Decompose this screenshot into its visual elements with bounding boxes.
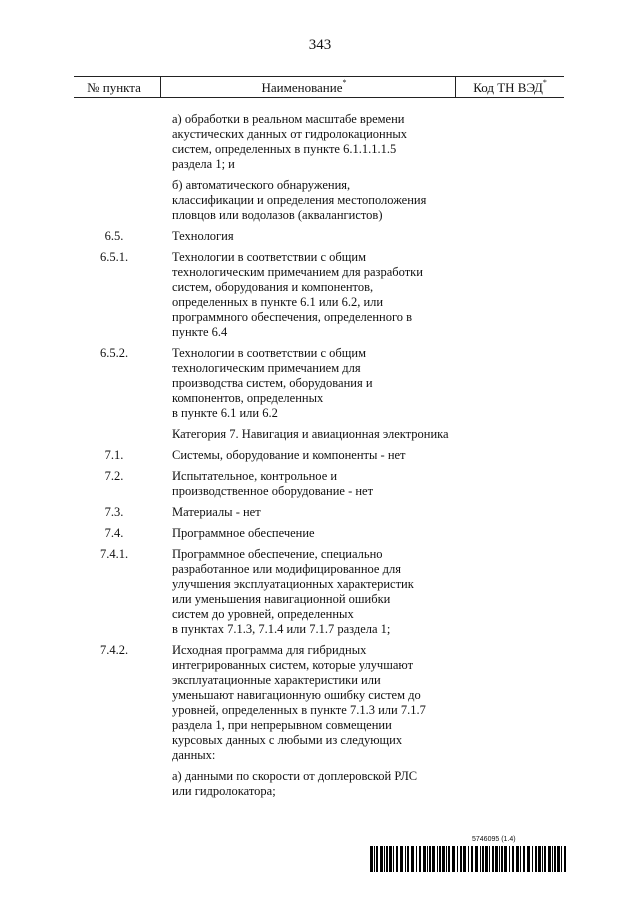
item-text: Системы, оборудование и компоненты - нет — [172, 448, 406, 462]
item-text: Программное обеспечение, специально разработанное или модифицированное для улучшения эксплуатационных характеристик или уменьшения навигационной ошибки систем до уровней, определенных в пунктах 7.1.3, 7.1.4 или 7.1.7 раздела 1; — [172, 547, 414, 636]
item-text: а) обработки в реальном масштабе времени акустических данных от гидролокационных систем, определенных в пункте 6.1.1.1.1.5 раздела 1; и — [172, 112, 408, 171]
table-row — [74, 547, 474, 637]
item-number — [74, 178, 154, 223]
item-text: Технология — [172, 229, 234, 243]
table-header — [74, 76, 564, 98]
item-number — [74, 112, 154, 172]
document-code: 5746095 (1.4) — [472, 836, 516, 843]
table-row — [74, 526, 474, 541]
document-body — [74, 112, 474, 805]
header-num: № пункта — [87, 80, 141, 95]
header-name: Наименование* — [261, 78, 347, 95]
item-text: Испытательное, контрольное и производственное оборудование - нет — [172, 469, 374, 498]
item-number: 7.2. — [104, 469, 124, 483]
table-row — [74, 346, 474, 421]
table-row — [74, 112, 474, 172]
header-code: Код ТН ВЭД* — [473, 78, 547, 95]
table-row — [74, 178, 474, 223]
item-text: а) данными по скорости от доплеровской РЛС или гидролокатора; — [172, 769, 418, 798]
table-row — [74, 250, 474, 340]
table-row — [74, 448, 474, 463]
item-number: 6.5. — [104, 229, 124, 243]
item-number: 6.5.1. — [99, 250, 129, 264]
column-divider — [160, 76, 161, 98]
item-text: Материалы - нет — [172, 505, 261, 519]
item-number: 6.5.2. — [99, 346, 129, 360]
item-number: 7.3. — [104, 505, 124, 519]
table-row — [74, 505, 474, 520]
item-text: Технологии в соответствии с общим технологическим примечанием для производства систем, оборудования и компонентов, определенных в пункте 6.1 или 6.2 — [172, 346, 373, 420]
item-text: б) автоматического обнаружения, классификации и определения местоположения пловцов или водолазов (аквалангистов) — [172, 178, 427, 222]
item-number: 7.4.2. — [99, 643, 129, 657]
column-divider — [455, 76, 456, 98]
table-row — [74, 469, 474, 499]
page-number: 343 — [308, 37, 332, 53]
category-heading: Категория 7. Навигация и авиационная электроника — [172, 427, 449, 441]
table-row — [74, 643, 474, 763]
item-text: Исходная программа для гибридных интегрированных систем, которые улучшают эксплуатационные характеристики или уменьшают навигационную ошибку систем до уровней, определенных в пункте 7.1.3 или 7.1.7 раздела 1, при непрерывном совмещении курсовых данных с любыми из следующих данных: — [172, 643, 426, 762]
table-row — [74, 769, 474, 799]
item-text: Технологии в соответствии с общим технологическим примечанием для разработки систем, оборудования и компонентов, определенных в пункте 6.1 или 6.2, или программного обеспечения, определенного в пункте 6.4 — [172, 250, 423, 339]
item-number — [74, 769, 154, 799]
barcode-icon — [370, 846, 566, 872]
item-number: 7.1. — [104, 448, 124, 462]
table-row — [74, 229, 474, 244]
item-number: 7.4. — [104, 526, 124, 540]
item-number: 7.4.1. — [99, 547, 129, 561]
item-text: Программное обеспечение — [172, 526, 315, 540]
